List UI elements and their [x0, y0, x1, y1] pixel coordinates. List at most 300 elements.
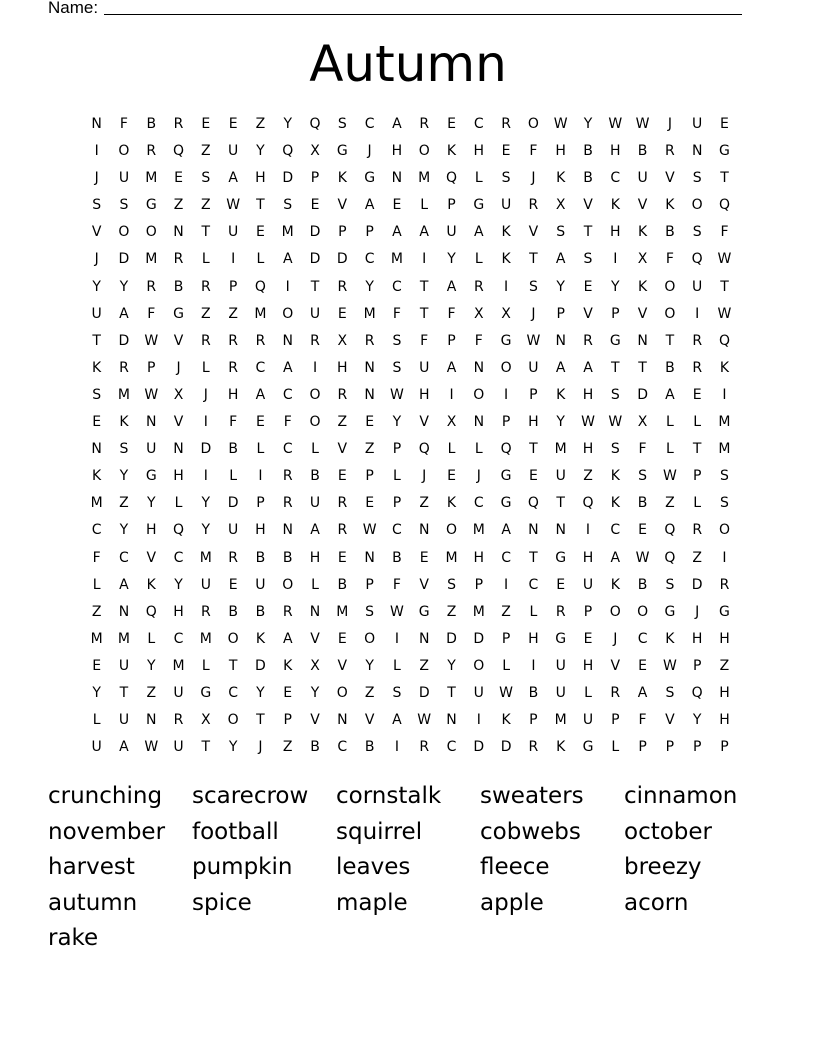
- grid-letter[interactable]: Z: [692, 549, 702, 566]
- grid-letter[interactable]: U: [91, 305, 102, 322]
- grid-letter[interactable]: E: [638, 657, 648, 674]
- grid-letter[interactable]: K: [501, 224, 511, 241]
- grid-letter[interactable]: N: [391, 170, 403, 187]
- grid-letter[interactable]: C: [282, 386, 293, 403]
- grid-letter[interactable]: S: [556, 224, 566, 241]
- grid-letter[interactable]: G: [555, 630, 567, 647]
- grid-letter[interactable]: D: [118, 332, 130, 349]
- grid-letter[interactable]: R: [200, 603, 211, 620]
- grid-letter[interactable]: R: [337, 278, 348, 295]
- grid-letter[interactable]: I: [94, 143, 99, 160]
- grid-letter[interactable]: T: [529, 251, 538, 268]
- grid-letter[interactable]: I: [203, 468, 208, 485]
- grid-letter[interactable]: L: [502, 657, 510, 674]
- grid-letter[interactable]: H: [610, 224, 621, 241]
- grid-letter[interactable]: Z: [419, 495, 429, 512]
- grid-letter[interactable]: G: [418, 603, 430, 620]
- grid-letter[interactable]: M: [172, 657, 185, 674]
- grid-letter[interactable]: Z: [173, 197, 184, 214]
- grid-letter[interactable]: W: [144, 739, 159, 756]
- grid-letter[interactable]: W: [717, 251, 732, 268]
- grid-letter[interactable]: P: [692, 739, 702, 756]
- grid-letter[interactable]: M: [554, 712, 567, 729]
- grid-letter[interactable]: P: [529, 712, 538, 729]
- grid-letter[interactable]: L: [693, 495, 702, 512]
- grid-letter[interactable]: S: [365, 603, 375, 620]
- grid-letter[interactable]: O: [637, 603, 649, 620]
- grid-letter[interactable]: X: [201, 712, 211, 729]
- grid-letter[interactable]: N: [309, 603, 321, 620]
- grid-letter[interactable]: V: [364, 712, 375, 729]
- grid-letter[interactable]: K: [283, 657, 293, 674]
- grid-letter[interactable]: N: [691, 143, 703, 160]
- grid-letter[interactable]: S: [583, 251, 593, 268]
- grid-letter[interactable]: N: [473, 414, 485, 431]
- grid-letter[interactable]: Y: [119, 468, 129, 485]
- grid-letter[interactable]: Z: [201, 197, 211, 214]
- grid-letter[interactable]: H: [582, 549, 594, 566]
- grid-letter[interactable]: E: [365, 414, 375, 431]
- grid-letter[interactable]: V: [583, 197, 593, 214]
- grid-letter[interactable]: N: [91, 116, 102, 132]
- grid-letter[interactable]: M: [199, 630, 212, 647]
- grid-letter[interactable]: Q: [145, 603, 157, 620]
- grid-letter[interactable]: Y: [256, 684, 265, 701]
- grid-letter[interactable]: P: [365, 224, 374, 241]
- grid-letter[interactable]: K: [92, 359, 102, 376]
- grid-letter[interactable]: T: [447, 684, 456, 701]
- grid-letter[interactable]: L: [92, 712, 101, 729]
- grid-letter[interactable]: R: [583, 332, 593, 349]
- grid-letter[interactable]: X: [310, 657, 320, 674]
- grid-letter[interactable]: A: [364, 197, 375, 214]
- grid-letter[interactable]: U: [500, 197, 512, 214]
- grid-letter[interactable]: N: [418, 522, 430, 539]
- grid-letter[interactable]: R: [337, 522, 348, 539]
- grid-letter[interactable]: K: [610, 197, 620, 214]
- grid-letter[interactable]: O: [282, 305, 294, 322]
- grid-letter[interactable]: L: [256, 441, 265, 458]
- grid-letter[interactable]: B: [146, 116, 157, 132]
- grid-letter[interactable]: J: [94, 170, 99, 187]
- grid-letter[interactable]: B: [173, 278, 184, 295]
- grid-letter[interactable]: Q: [418, 441, 430, 458]
- grid-letter[interactable]: O: [691, 197, 703, 214]
- grid-letter[interactable]: D: [473, 630, 485, 647]
- grid-letter[interactable]: E: [310, 197, 320, 214]
- grid-letter[interactable]: T: [119, 684, 129, 701]
- grid-letter[interactable]: I: [203, 414, 208, 431]
- grid-letter[interactable]: G: [364, 170, 376, 187]
- grid-letter[interactable]: B: [392, 549, 402, 566]
- grid-letter[interactable]: T: [638, 359, 647, 376]
- grid-letter[interactable]: G: [609, 332, 621, 349]
- grid-letter[interactable]: K: [556, 170, 566, 187]
- grid-letter[interactable]: F: [638, 441, 647, 458]
- grid-letter[interactable]: J: [531, 170, 536, 187]
- grid-letter[interactable]: M: [718, 441, 731, 458]
- grid-letter[interactable]: Q: [664, 522, 676, 539]
- grid-letter[interactable]: N: [282, 332, 293, 349]
- grid-letter[interactable]: F: [119, 116, 128, 132]
- grid-letter[interactable]: L: [201, 251, 210, 268]
- grid-letter[interactable]: J: [176, 359, 181, 376]
- grid-letter[interactable]: D: [255, 657, 266, 674]
- grid-letter[interactable]: I: [585, 522, 591, 539]
- grid-letter[interactable]: Z: [583, 468, 593, 485]
- grid-letter[interactable]: X: [637, 251, 648, 268]
- grid-letter[interactable]: U: [146, 441, 157, 458]
- grid-letter[interactable]: E: [583, 278, 593, 295]
- grid-letter[interactable]: G: [500, 495, 512, 512]
- grid-letter[interactable]: S: [447, 576, 456, 593]
- grid-letter[interactable]: A: [119, 576, 129, 593]
- grid-letter[interactable]: D: [200, 441, 212, 458]
- grid-letter[interactable]: S: [610, 441, 620, 458]
- grid-letter[interactable]: R: [228, 549, 238, 566]
- grid-letter[interactable]: D: [418, 684, 430, 701]
- grid-letter[interactable]: S: [92, 197, 102, 214]
- grid-letter[interactable]: E: [256, 224, 265, 241]
- grid-letter[interactable]: O: [473, 657, 485, 674]
- grid-letter[interactable]: S: [638, 468, 648, 485]
- grid-letter[interactable]: Z: [146, 684, 157, 701]
- grid-letter[interactable]: L: [529, 603, 538, 620]
- grid-letter[interactable]: L: [693, 414, 702, 431]
- grid-letter[interactable]: G: [555, 549, 567, 566]
- grid-letter[interactable]: A: [392, 712, 402, 729]
- grid-letter[interactable]: U: [173, 684, 184, 701]
- grid-letter[interactable]: V: [665, 712, 675, 729]
- grid-letter[interactable]: J: [476, 468, 481, 485]
- grid-letter[interactable]: S: [392, 359, 402, 376]
- grid-letter[interactable]: K: [556, 739, 566, 756]
- grid-letter[interactable]: V: [337, 441, 348, 458]
- grid-letter[interactable]: O: [473, 386, 485, 403]
- grid-letter[interactable]: H: [528, 414, 539, 431]
- grid-letter[interactable]: U: [255, 576, 266, 593]
- grid-letter[interactable]: W: [662, 657, 677, 674]
- grid-letter[interactable]: L: [147, 630, 156, 647]
- grid-letter[interactable]: X: [337, 332, 348, 349]
- grid-letter[interactable]: Y: [392, 414, 402, 431]
- grid-letter[interactable]: H: [173, 603, 184, 620]
- grid-letter[interactable]: A: [610, 549, 621, 566]
- grid-letter[interactable]: F: [529, 143, 538, 160]
- grid-letter[interactable]: N: [418, 630, 430, 647]
- grid-letter[interactable]: O: [609, 603, 621, 620]
- grid-letter[interactable]: I: [231, 251, 236, 268]
- grid-letter[interactable]: K: [501, 251, 511, 268]
- grid-letter[interactable]: C: [392, 278, 402, 295]
- grid-letter[interactable]: P: [447, 332, 456, 349]
- grid-letter[interactable]: H: [173, 468, 184, 485]
- grid-letter[interactable]: O: [336, 684, 348, 701]
- grid-letter[interactable]: B: [228, 603, 238, 620]
- grid-letter[interactable]: P: [692, 468, 702, 485]
- grid-letter[interactable]: W: [499, 684, 514, 701]
- grid-letter[interactable]: C: [473, 116, 484, 132]
- grid-letter[interactable]: J: [258, 739, 263, 756]
- grid-letter[interactable]: L: [474, 441, 483, 458]
- grid-letter[interactable]: N: [364, 386, 375, 403]
- grid-letter[interactable]: Q: [445, 170, 458, 187]
- grid-letter[interactable]: H: [528, 630, 539, 647]
- grid-letter[interactable]: A: [310, 522, 320, 539]
- grid-letter[interactable]: A: [474, 224, 484, 241]
- grid-letter[interactable]: R: [255, 332, 266, 349]
- grid-letter[interactable]: B: [310, 739, 320, 756]
- grid-letter[interactable]: I: [722, 549, 727, 566]
- grid-letter[interactable]: P: [556, 305, 565, 322]
- grid-letter[interactable]: Y: [283, 116, 292, 132]
- grid-letter[interactable]: M: [363, 305, 376, 322]
- grid-letter[interactable]: B: [637, 495, 648, 512]
- grid-letter[interactable]: O: [500, 359, 512, 376]
- grid-letter[interactable]: T: [665, 332, 675, 349]
- grid-letter[interactable]: E: [365, 495, 375, 512]
- grid-letter[interactable]: U: [118, 712, 130, 729]
- grid-letter[interactable]: H: [719, 712, 730, 729]
- grid-letter[interactable]: V: [337, 197, 348, 214]
- grid-letter[interactable]: L: [92, 576, 101, 593]
- grid-letter[interactable]: P: [665, 739, 675, 756]
- grid-letter[interactable]: V: [528, 224, 539, 241]
- grid-letter[interactable]: N: [282, 522, 293, 539]
- grid-letter[interactable]: Z: [337, 414, 348, 431]
- grid-letter[interactable]: C: [282, 441, 293, 458]
- grid-letter[interactable]: G: [145, 468, 157, 485]
- grid-letter[interactable]: Y: [119, 522, 129, 539]
- grid-letter[interactable]: W: [581, 414, 595, 431]
- grid-letter[interactable]: T: [310, 278, 320, 295]
- grid-letter[interactable]: M: [718, 414, 731, 431]
- grid-letter[interactable]: O: [309, 414, 321, 431]
- grid-letter[interactable]: V: [146, 549, 157, 566]
- grid-letter[interactable]: U: [692, 116, 703, 132]
- grid-letter[interactable]: G: [582, 739, 594, 756]
- grid-letter[interactable]: C: [473, 495, 484, 512]
- grid-letter[interactable]: R: [665, 143, 675, 160]
- grid-letter[interactable]: A: [501, 522, 511, 539]
- grid-letter[interactable]: L: [420, 197, 429, 214]
- grid-letter[interactable]: G: [200, 684, 212, 701]
- grid-letter[interactable]: B: [665, 224, 675, 241]
- grid-letter[interactable]: N: [555, 522, 566, 539]
- grid-letter[interactable]: A: [665, 386, 675, 403]
- grid-letter[interactable]: Z: [364, 684, 375, 701]
- grid-letter[interactable]: I: [504, 386, 509, 403]
- grid-letter[interactable]: G: [664, 603, 676, 620]
- grid-letter[interactable]: A: [119, 305, 129, 322]
- grid-letter[interactable]: O: [227, 630, 239, 647]
- grid-letter[interactable]: R: [419, 116, 430, 132]
- grid-letter[interactable]: X: [173, 386, 184, 403]
- grid-letter[interactable]: O: [118, 143, 130, 160]
- grid-letter[interactable]: J: [203, 386, 208, 403]
- grid-letter[interactable]: I: [394, 739, 399, 756]
- grid-letter[interactable]: N: [173, 441, 184, 458]
- grid-letter[interactable]: S: [692, 224, 702, 241]
- grid-letter[interactable]: B: [255, 603, 266, 620]
- grid-letter[interactable]: L: [393, 468, 401, 485]
- grid-letter[interactable]: F: [638, 712, 647, 729]
- grid-letter[interactable]: H: [391, 143, 403, 160]
- grid-letter[interactable]: H: [255, 522, 266, 539]
- grid-letter[interactable]: Q: [500, 441, 512, 458]
- grid-letter[interactable]: U: [419, 359, 430, 376]
- grid-letter[interactable]: A: [555, 251, 566, 268]
- grid-letter[interactable]: B: [637, 576, 648, 593]
- grid-letter[interactable]: R: [337, 495, 348, 512]
- grid-letter[interactable]: R: [310, 332, 320, 349]
- grid-letter[interactable]: H: [255, 170, 266, 187]
- grid-letter[interactable]: T: [419, 278, 429, 295]
- grid-letter[interactable]: U: [473, 684, 484, 701]
- grid-letter[interactable]: E: [283, 684, 293, 701]
- grid-letter[interactable]: P: [474, 576, 484, 593]
- grid-letter[interactable]: Z: [201, 143, 211, 160]
- grid-letter[interactable]: O: [664, 305, 676, 322]
- grid-letter[interactable]: U: [228, 224, 239, 241]
- grid-letter[interactable]: W: [635, 116, 650, 132]
- grid-letter[interactable]: M: [145, 251, 158, 268]
- grid-letter[interactable]: L: [665, 414, 674, 431]
- grid-letter[interactable]: H: [555, 143, 566, 160]
- grid-letter[interactable]: H: [145, 522, 157, 539]
- grid-letter[interactable]: O: [282, 576, 294, 593]
- grid-letter[interactable]: R: [692, 359, 703, 376]
- grid-letter[interactable]: T: [692, 441, 702, 458]
- grid-letter[interactable]: T: [583, 224, 593, 241]
- grid-letter[interactable]: G: [719, 143, 730, 160]
- grid-letter[interactable]: R: [501, 116, 511, 132]
- grid-letter[interactable]: E: [92, 414, 102, 431]
- grid-letter[interactable]: U: [228, 522, 239, 539]
- grid-letter[interactable]: O: [309, 386, 321, 403]
- grid-letter[interactable]: V: [419, 576, 429, 593]
- grid-letter[interactable]: Q: [309, 116, 321, 132]
- grid-letter[interactable]: N: [337, 712, 348, 729]
- grid-letter[interactable]: Y: [556, 414, 565, 431]
- grid-letter[interactable]: D: [473, 739, 485, 756]
- grid-letter[interactable]: Z: [119, 495, 129, 512]
- grid-letter[interactable]: Z: [91, 603, 102, 620]
- grid-letter[interactable]: A: [419, 224, 429, 241]
- grid-letter[interactable]: V: [337, 657, 348, 674]
- grid-letter[interactable]: L: [611, 739, 620, 756]
- grid-letter[interactable]: Y: [201, 522, 211, 539]
- grid-letter[interactable]: E: [447, 468, 456, 485]
- grid-letter[interactable]: S: [610, 386, 620, 403]
- grid-letter[interactable]: U: [118, 170, 130, 187]
- grid-letter[interactable]: R: [692, 522, 703, 539]
- grid-letter[interactable]: B: [637, 143, 648, 160]
- grid-letter[interactable]: M: [117, 630, 130, 647]
- grid-letter[interactable]: G: [500, 468, 512, 485]
- grid-letter[interactable]: E: [720, 116, 729, 132]
- grid-letter[interactable]: S: [528, 278, 538, 295]
- grid-letter[interactable]: C: [255, 359, 266, 376]
- grid-letter[interactable]: E: [174, 170, 183, 187]
- grid-letter[interactable]: L: [393, 657, 401, 674]
- grid-letter[interactable]: F: [665, 251, 674, 268]
- grid-letter[interactable]: W: [717, 305, 732, 322]
- grid-letter[interactable]: P: [611, 712, 620, 729]
- grid-letter[interactable]: N: [364, 359, 375, 376]
- grid-letter[interactable]: Z: [364, 441, 375, 458]
- grid-letter[interactable]: R: [473, 278, 484, 295]
- grid-letter[interactable]: E: [92, 657, 102, 674]
- grid-letter[interactable]: M: [145, 170, 158, 187]
- grid-letter[interactable]: F: [447, 305, 456, 322]
- grid-letter[interactable]: U: [582, 576, 594, 593]
- grid-letter[interactable]: K: [501, 712, 511, 729]
- grid-letter[interactable]: U: [173, 739, 184, 756]
- grid-letter[interactable]: Y: [447, 251, 456, 268]
- grid-letter[interactable]: A: [282, 251, 293, 268]
- grid-letter[interactable]: M: [390, 251, 403, 268]
- grid-letter[interactable]: Q: [173, 522, 185, 539]
- grid-letter[interactable]: M: [472, 603, 485, 620]
- grid-letter[interactable]: D: [309, 224, 321, 241]
- grid-letter[interactable]: V: [610, 657, 621, 674]
- grid-letter[interactable]: T: [419, 305, 429, 322]
- grid-letter[interactable]: L: [201, 359, 210, 376]
- grid-letter[interactable]: M: [445, 549, 458, 566]
- grid-letter[interactable]: N: [528, 522, 539, 539]
- grid-letter[interactable]: V: [310, 712, 320, 729]
- grid-letter[interactable]: Y: [146, 657, 156, 674]
- grid-letter[interactable]: I: [312, 359, 318, 376]
- grid-letter[interactable]: X: [474, 305, 484, 322]
- grid-letter[interactable]: S: [665, 576, 675, 593]
- grid-letter[interactable]: C: [610, 170, 621, 187]
- grid-letter[interactable]: B: [282, 549, 293, 566]
- grid-letter[interactable]: Y: [310, 684, 320, 701]
- grid-letter[interactable]: T: [201, 224, 211, 241]
- grid-letter[interactable]: O: [364, 630, 376, 647]
- grid-letter[interactable]: M: [554, 441, 567, 458]
- grid-letter[interactable]: R: [610, 684, 621, 701]
- grid-letter[interactable]: Y: [556, 278, 565, 295]
- grid-letter[interactable]: H: [473, 143, 485, 160]
- grid-letter[interactable]: H: [582, 657, 594, 674]
- grid-letter[interactable]: G: [336, 143, 348, 160]
- grid-letter[interactable]: Y: [92, 684, 101, 701]
- grid-letter[interactable]: K: [665, 630, 675, 647]
- grid-letter[interactable]: Y: [447, 657, 456, 674]
- grid-letter[interactable]: I: [504, 278, 509, 295]
- grid-letter[interactable]: R: [173, 116, 184, 132]
- grid-letter[interactable]: M: [472, 522, 485, 539]
- grid-letter[interactable]: Y: [365, 278, 374, 295]
- grid-letter[interactable]: C: [501, 549, 511, 566]
- grid-letter[interactable]: S: [92, 386, 102, 403]
- grid-letter[interactable]: F: [420, 332, 429, 349]
- grid-letter[interactable]: W: [389, 386, 404, 403]
- grid-letter[interactable]: U: [692, 278, 703, 295]
- grid-letter[interactable]: F: [283, 414, 292, 431]
- grid-letter[interactable]: S: [337, 116, 347, 132]
- grid-letter[interactable]: O: [664, 278, 676, 295]
- grid-letter[interactable]: E: [256, 414, 265, 431]
- grid-letter[interactable]: R: [692, 332, 703, 349]
- grid-letter[interactable]: D: [336, 251, 348, 268]
- grid-letter[interactable]: N: [555, 332, 566, 349]
- grid-letter[interactable]: K: [610, 495, 620, 512]
- grid-letter[interactable]: K: [146, 576, 156, 593]
